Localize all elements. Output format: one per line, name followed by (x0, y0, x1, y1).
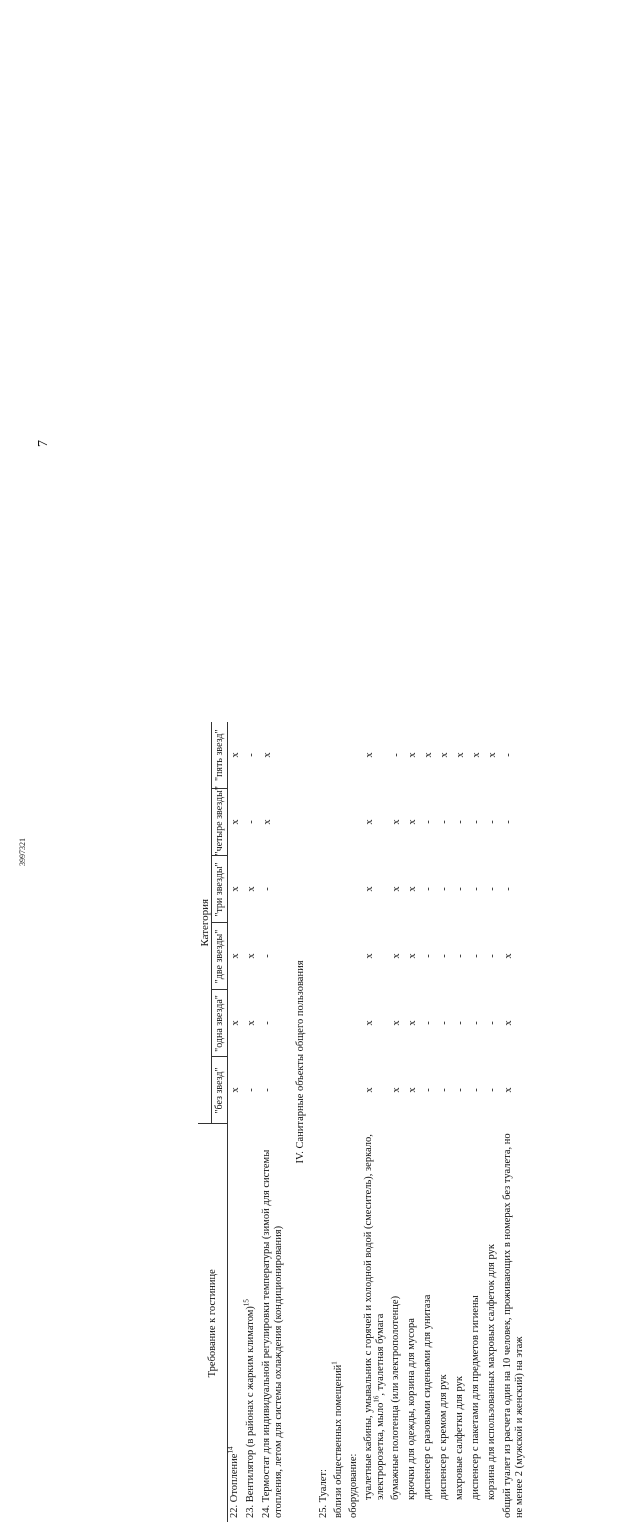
requirement-column-header: Требование к гостинице (198, 1124, 228, 1522)
requirement-label: махровые салфетки для рук (454, 1376, 465, 1500)
category-mark: x (455, 752, 466, 758)
category-mark: - (439, 954, 450, 958)
category-mark: - (439, 1021, 450, 1025)
column-three-stars: "три звезды" (212, 856, 228, 923)
table-row-fan (244, 722, 260, 1522)
category-mark: x (391, 886, 402, 892)
hotel-requirements-table (198, 722, 528, 1522)
footnote-marker: 16 (372, 1395, 381, 1403)
column-four-stars: "четыре звезды" (212, 789, 228, 856)
category-mark: - (262, 887, 273, 891)
footnote-marker: 14 (226, 1446, 235, 1454)
requirement-label: 23. Вентилятор (в районах с жарким климатом)$^{15}$ (242, 1299, 256, 1518)
table-row-item (421, 722, 437, 1522)
requirement-label: крючки для одежды, корзина для мусора (406, 1318, 417, 1500)
category-mark: - (455, 1021, 466, 1025)
category-mark: x (262, 819, 273, 825)
category-mark: - (471, 887, 482, 891)
category-mark: x (503, 1020, 514, 1026)
category-mark: - (423, 820, 434, 824)
category-mark: x (246, 886, 257, 892)
table-row-thermostat (260, 722, 287, 1522)
table-row-item (389, 722, 405, 1522)
table-row-item (437, 722, 453, 1522)
requirement-label: диспенсер с пакетами для предметов гигиены (470, 1295, 481, 1500)
requirement-label: оборудование: (348, 1453, 359, 1518)
requirement-label: диспенсер с кремом для рук (438, 1374, 449, 1500)
category-mark: - (455, 887, 466, 891)
requirement-label: вблизи общественных помещений$^1$ (330, 1361, 344, 1518)
category-mark: - (246, 753, 257, 757)
table-row-item (469, 722, 485, 1522)
category-mark: - (503, 820, 514, 824)
column-no-stars: "без звезд" (212, 1057, 228, 1124)
category-mark: x (407, 1020, 418, 1026)
column-two-stars: "две звезды" (212, 923, 228, 990)
footnote-marker: 1 (330, 1361, 339, 1365)
table-row-item (485, 722, 501, 1522)
table-row-equipment (347, 722, 362, 1522)
category-mark: - (503, 887, 514, 891)
category-mark: - (423, 887, 434, 891)
category-mark: x (407, 886, 418, 892)
category-mark: - (262, 1088, 273, 1092)
rotated-table-area (198, 722, 640, 1522)
category-mark: x (262, 752, 273, 758)
category-mark: - (423, 954, 434, 958)
category-mark: x (407, 1087, 418, 1093)
category-mark: - (246, 820, 257, 824)
category-mark: - (471, 1021, 482, 1025)
category-mark: x (230, 953, 241, 959)
category-mark: x (391, 1020, 402, 1026)
category-mark: - (262, 1021, 273, 1025)
table-row-toilet-near (332, 722, 347, 1522)
category-mark: x (364, 752, 375, 758)
category-mark: x (503, 1087, 514, 1093)
table-row-heating (228, 722, 245, 1522)
table-row-item (453, 722, 469, 1522)
category-mark: - (455, 820, 466, 824)
category-mark: x (364, 953, 375, 959)
category-mark: - (471, 954, 482, 958)
category-mark: x (423, 752, 434, 758)
category-mark: - (246, 1088, 257, 1092)
category-mark: - (487, 1021, 498, 1025)
section-heading-row (287, 722, 317, 1522)
category-mark: - (423, 1088, 434, 1092)
category-mark: - (503, 753, 514, 757)
category-mark: x (391, 1087, 402, 1093)
category-mark: x (364, 819, 375, 825)
category-mark: x (391, 819, 402, 825)
category-mark: x (230, 886, 241, 892)
table-row-item (405, 722, 421, 1522)
category-mark: x (230, 1020, 241, 1026)
category-mark: x (439, 752, 450, 758)
category-mark: x (364, 886, 375, 892)
category-mark: - (487, 1088, 498, 1092)
category-mark: x (246, 1020, 257, 1026)
requirement-label: 22. Отопление$^{14}$ (226, 1446, 240, 1518)
requirement-label: туалетные кабины, умывальник с горячей и холодной водой (смеситель), зеркало, электророзетка, мыло$^{16}$, туалетная бумага (363, 1134, 386, 1500)
category-mark: x (407, 752, 418, 758)
section-title: IV. Санитарные объекты общего пользования (295, 960, 306, 1164)
category-mark: x (230, 1087, 241, 1093)
requirement-label: корзина для использованных махровых салфеток для рук (486, 1244, 497, 1500)
category-mark: x (391, 953, 402, 959)
requirement-label: бумажные полотенца (или электрополотенце) (390, 1295, 401, 1500)
document-code: 3997321 (18, 838, 27, 866)
footnote-marker: 15 (242, 1299, 251, 1307)
category-mark: - (423, 1021, 434, 1025)
category-mark: x (503, 953, 514, 959)
page-number: 7 (36, 440, 51, 447)
category-mark: x (230, 752, 241, 758)
category-mark: x (487, 752, 498, 758)
requirement-label: общий туалет из расчета один на 10 человек, проживающих в номерах без туалета, но не менее 2 (мужской и женский) на этаж (502, 1133, 525, 1518)
category-mark: x (230, 819, 241, 825)
category-mark: - (439, 887, 450, 891)
category-mark: - (391, 753, 402, 757)
category-mark: - (439, 820, 450, 824)
category-mark: x (471, 752, 482, 758)
category-mark: - (439, 1088, 450, 1092)
category-mark: - (455, 954, 466, 958)
category-mark: - (487, 887, 498, 891)
category-column-header: Категория (198, 722, 212, 1124)
requirement-label: диспенсер с разовыми сиденьями для унитаза (422, 1294, 433, 1500)
table-row-toilet-title (317, 722, 332, 1522)
category-mark: x (407, 819, 418, 825)
table-row-general-toilet (501, 722, 528, 1522)
requirement-label: 25. Туалет: (318, 1469, 329, 1518)
column-five-stars: "пять звезд" (212, 722, 228, 789)
category-mark: x (407, 953, 418, 959)
category-mark: x (364, 1087, 375, 1093)
category-mark: - (471, 820, 482, 824)
category-mark: - (455, 1088, 466, 1092)
category-mark: - (262, 954, 273, 958)
table-row-cabins (362, 722, 389, 1522)
requirement-label: 24. Термостат для индивидуальной регулировки температуры (зимой для системы отопления, летом для системы охлаждения (кондиционирования) (261, 1149, 284, 1518)
category-mark: - (487, 820, 498, 824)
category-mark: - (471, 1088, 482, 1092)
column-one-star: "одна звезда" (212, 990, 228, 1057)
category-mark: - (487, 954, 498, 958)
category-mark: x (246, 953, 257, 959)
category-mark: x (364, 1020, 375, 1026)
